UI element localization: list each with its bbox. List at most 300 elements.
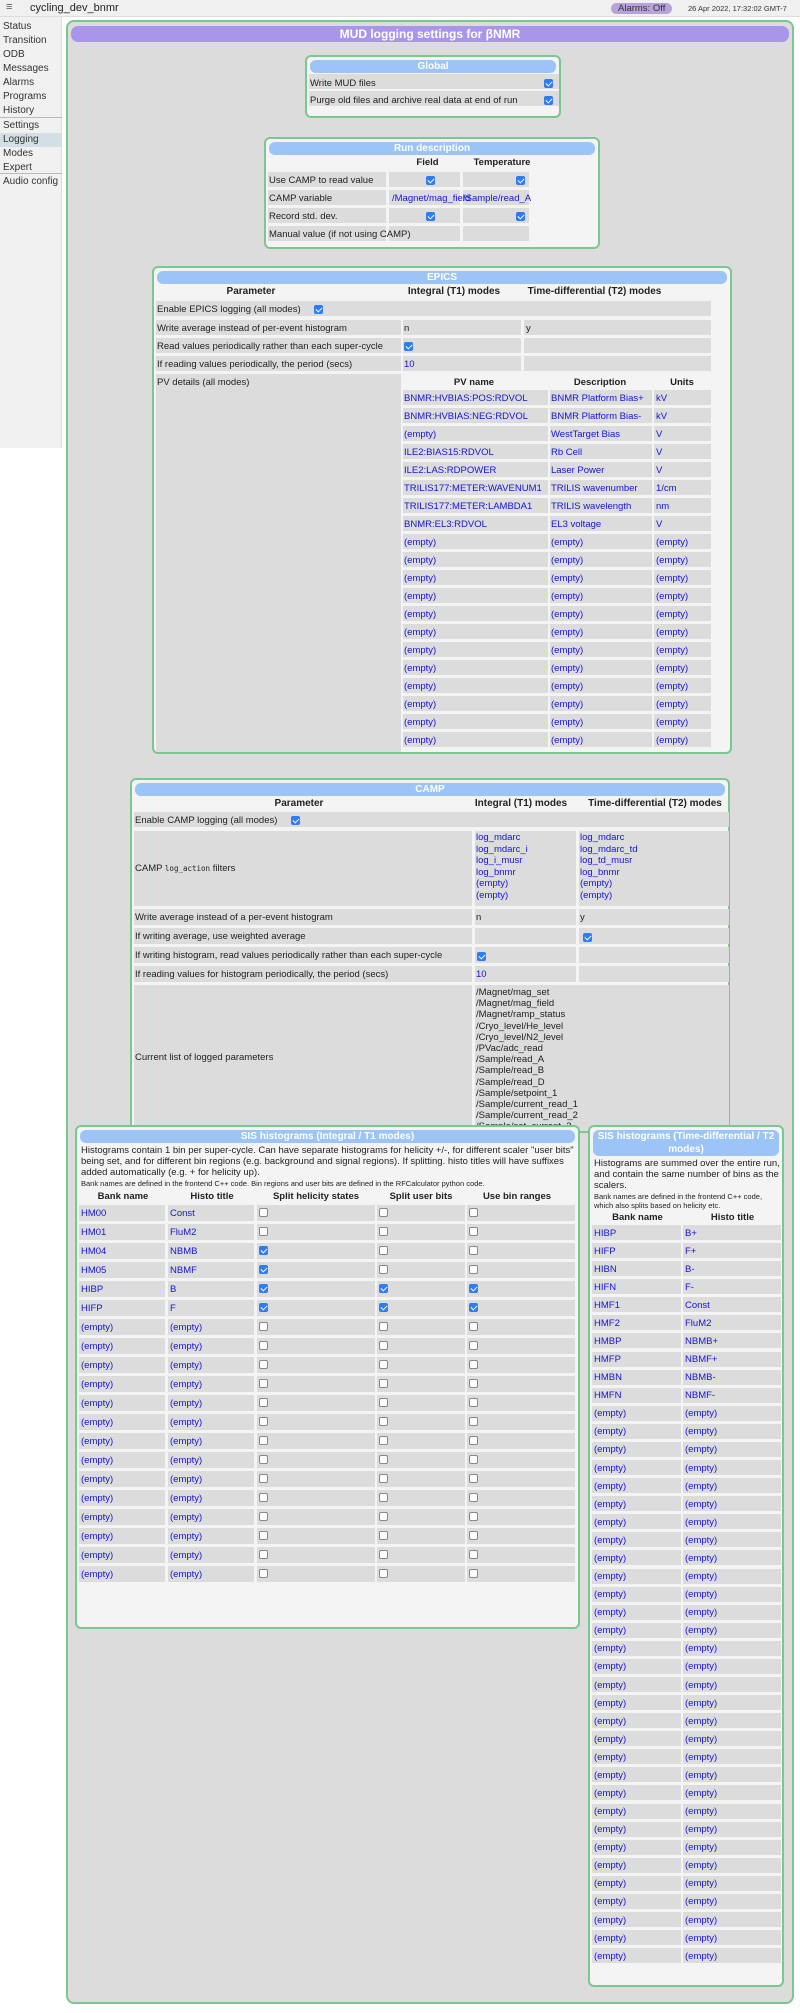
sis-t2-bank-name[interactable]: (empty): [594, 1697, 627, 1709]
use-bin-ranges-checkbox[interactable]: [469, 1455, 478, 1464]
use-bin-ranges-checkbox[interactable]: [469, 1512, 478, 1521]
camp-avg-t2: y: [580, 912, 585, 923]
pv-units[interactable]: nm: [656, 501, 670, 512]
split-helicity-checkbox[interactable]: [259, 1303, 268, 1312]
sis-t1-bank-name[interactable]: (empty): [81, 1474, 114, 1485]
split-user-bits-checkbox[interactable]: [379, 1512, 388, 1521]
sis-t2-histo-title[interactable]: NBMB-: [685, 1372, 716, 1384]
sis-t1-bank-name[interactable]: (empty): [81, 1493, 114, 1504]
pv-description[interactable]: TRILIS wavenumber: [551, 483, 638, 494]
sidebar-item-alarms[interactable]: Alarms: [3, 77, 35, 88]
pv-units[interactable]: (empty): [656, 645, 689, 656]
split-helicity-checkbox[interactable]: [259, 1436, 268, 1445]
pv-units[interactable]: (empty): [656, 537, 689, 548]
split-helicity-checkbox[interactable]: [259, 1208, 268, 1217]
use-bin-ranges-checkbox[interactable]: [469, 1493, 478, 1502]
camp-filter-t1[interactable]: log_mdarc: [476, 832, 521, 843]
pv-description[interactable]: (empty): [551, 735, 584, 746]
split-helicity-checkbox[interactable]: [259, 1474, 268, 1483]
sis-t1-histo-title[interactable]: NBMF: [170, 1265, 197, 1276]
sis-t2-histo-title[interactable]: (empty): [685, 1806, 718, 1818]
pv-units[interactable]: (empty): [656, 717, 689, 728]
sis-t2-histo-title[interactable]: (empty): [685, 1516, 718, 1528]
camp-filter-t1[interactable]: log_bnmr: [476, 866, 516, 878]
sis-t2-bank-name[interactable]: (empty): [594, 1534, 627, 1546]
split-helicity-checkbox[interactable]: [259, 1417, 268, 1426]
split-user-bits-checkbox[interactable]: [379, 1493, 388, 1502]
sis-t1-histo-title[interactable]: (empty): [170, 1436, 203, 1447]
epics-periodic-checkbox[interactable]: [404, 342, 413, 351]
split-helicity-checkbox[interactable]: [259, 1227, 268, 1236]
split-user-bits-checkbox[interactable]: [379, 1303, 388, 1312]
sis-t1-bank-name[interactable]: (empty): [81, 1569, 114, 1580]
pv-name[interactable]: (empty): [404, 645, 437, 656]
row-background: [467, 1281, 575, 1297]
sis-t2-bank-name[interactable]: (empty): [594, 1950, 627, 1962]
sis-t1-histo-title[interactable]: (empty): [170, 1322, 203, 1333]
sis-t1-bank-name[interactable]: (empty): [81, 1360, 114, 1371]
sis-t2-histo-title[interactable]: (empty): [685, 1950, 718, 1962]
sis-t2-bank-name[interactable]: (empty): [594, 1552, 627, 1564]
sidebar-item-modes[interactable]: Modes: [3, 148, 34, 159]
pv-name[interactable]: ILE2:LAS:RDPOWER: [404, 465, 497, 476]
sis-t1-histo-title[interactable]: (empty): [170, 1512, 203, 1523]
sis-t2-bank-name[interactable]: HMF1: [594, 1299, 620, 1311]
sis-t1-bank-name[interactable]: (empty): [81, 1531, 114, 1542]
sis-t1-bank-name[interactable]: HM04: [81, 1246, 107, 1257]
camp-filter-t1[interactable]: log_mdarc_i: [476, 843, 528, 855]
pv-units[interactable]: V: [656, 429, 663, 440]
sis-t2-bank-name[interactable]: (empty): [594, 1426, 627, 1438]
sis-t1-bank-name[interactable]: (empty): [81, 1512, 114, 1523]
split-user-bits-checkbox[interactable]: [379, 1569, 388, 1578]
sis-t1-histo-title[interactable]: F: [170, 1303, 176, 1314]
split-user-bits-checkbox[interactable]: [379, 1322, 388, 1331]
use-bin-ranges-checkbox[interactable]: [469, 1208, 478, 1217]
pv-description[interactable]: (empty): [551, 717, 584, 728]
sis-t2-bank-name[interactable]: (empty): [594, 1932, 627, 1944]
sidebar-item-settings[interactable]: Settings: [3, 120, 40, 131]
sis-t1-bank-name[interactable]: (empty): [81, 1322, 114, 1333]
use-bin-ranges-checkbox[interactable]: [469, 1303, 478, 1312]
split-user-bits-checkbox[interactable]: [379, 1436, 388, 1445]
pv-units[interactable]: V: [656, 519, 663, 530]
pv-description[interactable]: (empty): [551, 555, 584, 566]
split-helicity-checkbox[interactable]: [259, 1531, 268, 1540]
pv-description[interactable]: Rb Cell: [551, 447, 583, 458]
sidebar-item-transition[interactable]: Transition: [3, 35, 47, 46]
pv-name[interactable]: ILE2:BIAS15:RDVOL: [404, 447, 494, 458]
sis-t2-histo-title[interactable]: (empty): [685, 1661, 718, 1673]
sis-t1-histo-title[interactable]: Const: [170, 1208, 195, 1219]
camp-enable-checkbox[interactable]: [291, 816, 300, 825]
sis-t2-bank-name[interactable]: (empty): [594, 1661, 627, 1673]
sis-t1-col-header: Histo title: [190, 1191, 234, 1202]
pv-units[interactable]: (empty): [656, 555, 689, 566]
pv-units[interactable]: kV: [656, 393, 668, 404]
sis-t1-bank-name[interactable]: HIFP: [81, 1303, 103, 1314]
pv-description[interactable]: (empty): [551, 627, 584, 638]
sis-t1-bank-name[interactable]: (empty): [81, 1341, 114, 1352]
epics-enable-checkbox[interactable]: [314, 305, 323, 314]
sidebar-item-expert[interactable]: Expert: [3, 162, 32, 173]
row-background: [467, 1414, 575, 1430]
split-user-bits-checkbox[interactable]: [379, 1246, 388, 1255]
split-helicity-checkbox[interactable]: [259, 1550, 268, 1559]
use-bin-ranges-checkbox[interactable]: [469, 1246, 478, 1255]
sis-t1-description: Histograms contain 1 bin per super-cycle. Can have separate histograms for helicity +/-, for different scaler "user bits" being set, and for different bin regions (e.g. background and signal regions). If splitting. histo titles will have suffixes added automatically (e.g. + for helicity up).: [81, 1145, 574, 1178]
split-helicity-checkbox[interactable]: [259, 1341, 268, 1350]
split-helicity-checkbox[interactable]: [259, 1379, 268, 1388]
pv-name[interactable]: (empty): [404, 627, 437, 638]
sis-t2-bank-name[interactable]: HMF2: [594, 1317, 620, 1329]
pv-description[interactable]: BNMR Platform Bias+: [551, 393, 644, 404]
sis-t2-histo-title[interactable]: (empty): [685, 1426, 718, 1438]
sis-t1-histo-title[interactable]: (empty): [170, 1455, 203, 1466]
pv-description[interactable]: (empty): [551, 663, 584, 674]
sis-t2-bank-name[interactable]: (empty): [594, 1806, 627, 1818]
sis-t2-histo-title[interactable]: F-: [685, 1281, 694, 1293]
row-background: [377, 1262, 465, 1278]
camp-filter-t2[interactable]: (empty): [580, 889, 613, 901]
use-bin-ranges-checkbox[interactable]: [469, 1417, 478, 1426]
sis-t2-bank-name[interactable]: (empty): [594, 1571, 627, 1583]
sis-t1-histo-title[interactable]: (empty): [170, 1417, 203, 1428]
use-bin-ranges-checkbox[interactable]: [469, 1398, 478, 1407]
sis-t2-histo-title[interactable]: (empty): [685, 1733, 718, 1745]
sidebar-item-programs[interactable]: Programs: [3, 91, 47, 102]
sis-t2-histo-title[interactable]: (empty): [685, 1552, 718, 1564]
sis-t2-histo-title[interactable]: NBMB+: [685, 1335, 718, 1347]
pv-name[interactable]: BNMR:HVBIAS:POS:RDVOL: [404, 393, 528, 404]
sis-t2-bank-name[interactable]: (empty): [594, 1896, 627, 1908]
pv-name[interactable]: TRILIS177:METER:WAVENUM1: [404, 483, 542, 494]
pv-description[interactable]: (empty): [551, 573, 584, 584]
sis-t1-bank-name[interactable]: (empty): [81, 1455, 114, 1466]
camp-filter-t1[interactable]: log_i_musr: [476, 855, 523, 866]
sis-t2-histo-title[interactable]: (empty): [685, 1679, 718, 1691]
pv-name[interactable]: (empty): [404, 717, 437, 728]
sis-t2-bank-name[interactable]: (empty): [594, 1787, 627, 1799]
sis-t2-histo-title[interactable]: (empty): [685, 1769, 718, 1781]
main-panel: [66, 20, 794, 2004]
sis-t2-bank-name[interactable]: (empty): [594, 1679, 627, 1691]
use-bin-ranges-checkbox[interactable]: [469, 1550, 478, 1559]
camp-filter-t2[interactable]: log_td_musr: [580, 855, 633, 866]
epics-period-value[interactable]: 10: [404, 359, 415, 370]
pv-name[interactable]: BNMR:HVBIAS:NEG:RDVOL: [404, 411, 529, 422]
sis-t1-histo-title[interactable]: (empty): [170, 1531, 203, 1542]
sis-t1-histo-title[interactable]: (empty): [170, 1360, 203, 1371]
use-bin-ranges-checkbox[interactable]: [469, 1322, 478, 1331]
sis-t2-bank-name[interactable]: (empty): [594, 1480, 627, 1492]
sis-t1-histo-title[interactable]: FluM2: [170, 1227, 197, 1238]
sis-t2-histo-title[interactable]: (empty): [685, 1408, 718, 1420]
camp-variable-field[interactable]: /Magnet/mag_field: [392, 193, 471, 204]
camp-filter-t2[interactable]: (empty): [580, 878, 613, 889]
sis-t2-histo-title[interactable]: (empty): [685, 1498, 718, 1510]
row-background: [524, 320, 711, 335]
sis-t2-bank-name[interactable]: HMBN: [594, 1372, 622, 1384]
sis-t2-histo-title[interactable]: (empty): [685, 1842, 718, 1854]
sis-t2-header: SIS histograms (Time-differential / T2 modes): [593, 1130, 779, 1156]
sis-t1-histo-title[interactable]: (empty): [170, 1341, 203, 1352]
sis-t1-histo-title[interactable]: (empty): [170, 1398, 203, 1409]
sis-t2-bank-name[interactable]: HIBN: [594, 1263, 617, 1275]
split-user-bits-checkbox[interactable]: [379, 1341, 388, 1350]
sis-t2-histo-title[interactable]: F+: [685, 1245, 697, 1257]
sis-t2-bank-name[interactable]: (empty): [594, 1860, 627, 1872]
camp-periodic-label: If writing histogram, read values periodically rather than each super-cycle: [135, 950, 443, 961]
pv-name[interactable]: (empty): [404, 699, 437, 710]
sidebar-item-history[interactable]: History: [3, 105, 35, 116]
global-checkbox[interactable]: [544, 96, 553, 105]
std-temperature-checkbox[interactable]: [516, 212, 525, 221]
pv-name[interactable]: (empty): [404, 429, 437, 440]
sis-t2-bank-name[interactable]: (empty): [594, 1607, 627, 1619]
sis-t2-histo-title[interactable]: (empty): [685, 1589, 718, 1601]
split-user-bits-checkbox[interactable]: [379, 1455, 388, 1464]
sis-t1-col-header: Bank name: [97, 1191, 149, 1202]
sis-t1-bank-name[interactable]: HM05: [81, 1265, 107, 1276]
sis-t2-histo-title[interactable]: (empty): [685, 1932, 718, 1944]
sis-t2-histo-title[interactable]: (empty): [685, 1697, 718, 1709]
camp-filter-t1[interactable]: (empty): [476, 878, 509, 889]
sis-t2-histo-title[interactable]: (empty): [685, 1914, 718, 1926]
pv-description[interactable]: EL3 voltage: [551, 519, 602, 530]
sis-t1-histo-title[interactable]: NBMB: [170, 1246, 198, 1257]
pv-units[interactable]: (empty): [656, 573, 689, 584]
pv-name[interactable]: (empty): [404, 681, 437, 692]
pv-col-units: Units: [670, 377, 694, 388]
sidebar-item-messages[interactable]: Messages: [3, 63, 49, 74]
sis-t2-bank-name[interactable]: HMFP: [594, 1354, 621, 1366]
split-helicity-checkbox[interactable]: [259, 1569, 268, 1578]
sis-t2-bank-name[interactable]: (empty): [594, 1824, 627, 1836]
sis-t2-bank-name[interactable]: (empty): [594, 1589, 627, 1601]
sis-t2-histo-title[interactable]: (empty): [685, 1878, 718, 1890]
pv-description[interactable]: Laser Power: [551, 465, 605, 476]
pv-units[interactable]: (empty): [656, 681, 689, 692]
pv-description[interactable]: (empty): [551, 645, 584, 656]
pv-description[interactable]: (empty): [551, 609, 584, 620]
sis-t2-histo-title[interactable]: (empty): [685, 1625, 718, 1637]
pv-description[interactable]: BNMR Platform Bias-: [551, 411, 642, 422]
sis-t2-histo-title[interactable]: (empty): [685, 1715, 718, 1727]
sis-t2-histo-title[interactable]: (empty): [685, 1607, 718, 1619]
sis-t2-histo-title[interactable]: (empty): [685, 1787, 718, 1799]
sis-t2-bank-name[interactable]: (empty): [594, 1408, 627, 1420]
use-bin-ranges-checkbox[interactable]: [469, 1360, 478, 1369]
sis-t2-bank-name[interactable]: (empty): [594, 1914, 627, 1926]
pv-units[interactable]: (empty): [656, 735, 689, 746]
sis-t2-histo-title[interactable]: (empty): [685, 1643, 718, 1655]
pv-units[interactable]: (empty): [656, 699, 689, 710]
use-bin-ranges-checkbox[interactable]: [469, 1569, 478, 1578]
global-checkbox[interactable]: [544, 79, 553, 88]
pv-units[interactable]: kV: [656, 411, 668, 422]
sidebar-item-status[interactable]: Status: [3, 21, 32, 32]
sis-t2-bank-name[interactable]: (empty): [594, 1498, 627, 1510]
split-helicity-checkbox[interactable]: [259, 1493, 268, 1502]
split-helicity-checkbox[interactable]: [259, 1360, 268, 1369]
pv-description[interactable]: (empty): [551, 537, 584, 548]
split-user-bits-checkbox[interactable]: [379, 1208, 388, 1217]
sis-t1-bank-name[interactable]: (empty): [81, 1436, 114, 1447]
sis-t2-bank-name[interactable]: (empty): [594, 1733, 627, 1745]
sis-t1-histo-title[interactable]: (empty): [170, 1493, 203, 1504]
pv-name[interactable]: (empty): [404, 735, 437, 746]
use-bin-ranges-checkbox[interactable]: [469, 1531, 478, 1540]
pv-units[interactable]: (empty): [656, 627, 689, 638]
split-helicity-checkbox[interactable]: [259, 1512, 268, 1521]
use-bin-ranges-checkbox[interactable]: [469, 1284, 478, 1293]
sis-t2-histo-title[interactable]: B+: [685, 1227, 697, 1239]
row-background: [579, 966, 729, 982]
pv-description[interactable]: (empty): [551, 681, 584, 692]
split-helicity-checkbox[interactable]: [259, 1322, 268, 1331]
sis-t2-bank-name[interactable]: (empty): [594, 1516, 627, 1528]
sis-t2-histo-title[interactable]: (empty): [685, 1534, 718, 1546]
split-user-bits-checkbox[interactable]: [379, 1417, 388, 1426]
sis-t1-bank-name[interactable]: (empty): [81, 1379, 114, 1390]
split-user-bits-checkbox[interactable]: [379, 1379, 388, 1388]
sis-t2-histo-title[interactable]: FluM2: [685, 1317, 712, 1329]
pv-description[interactable]: (empty): [551, 699, 584, 710]
pv-name[interactable]: (empty): [404, 663, 437, 674]
sidebar-item-odb[interactable]: ODB: [3, 49, 25, 60]
sis-t2-bank-name[interactable]: HMBP: [594, 1335, 622, 1347]
sis-t1-bank-name[interactable]: HM00: [81, 1208, 107, 1219]
pv-name[interactable]: (empty): [404, 573, 437, 584]
menu-icon[interactable]: ≡: [6, 1, 13, 13]
split-helicity-checkbox[interactable]: [259, 1398, 268, 1407]
sis-t1-bank-name[interactable]: (empty): [81, 1398, 114, 1409]
pv-description[interactable]: WestTarget Bias: [551, 429, 620, 440]
row-background: [463, 226, 529, 241]
sis-t1-bank-name[interactable]: HIBP: [81, 1284, 104, 1295]
sis-t2-histo-title[interactable]: (empty): [685, 1462, 718, 1474]
split-user-bits-checkbox[interactable]: [379, 1227, 388, 1236]
camp-weighted-checkbox[interactable]: [583, 933, 592, 942]
sis-t2-histo-title[interactable]: (empty): [685, 1860, 718, 1872]
split-helicity-checkbox[interactable]: [259, 1265, 268, 1274]
sis-t2-bank-name[interactable]: (empty): [594, 1842, 627, 1854]
pv-name[interactable]: (empty): [404, 537, 437, 548]
split-helicity-checkbox[interactable]: [259, 1284, 268, 1293]
sis-t2-bank-name[interactable]: HIFP: [594, 1245, 616, 1257]
pv-units[interactable]: (empty): [656, 591, 689, 602]
sis-t1-histo-title[interactable]: (empty): [170, 1379, 203, 1390]
camp-period-value[interactable]: 10: [476, 969, 487, 980]
sis-t1-histo-title[interactable]: (empty): [170, 1474, 203, 1485]
std-field-checkbox[interactable]: [426, 212, 435, 221]
split-user-bits-checkbox[interactable]: [379, 1398, 388, 1407]
camp-filter-t2[interactable]: log_mdarc: [580, 832, 625, 843]
split-helicity-checkbox[interactable]: [259, 1246, 268, 1255]
sis-t2-histo-title[interactable]: B-: [685, 1263, 695, 1275]
alarms-badge[interactable]: Alarms: Off: [611, 3, 672, 14]
sis-t2-bank-name[interactable]: HIBP: [594, 1227, 617, 1239]
sis-t2-histo-title[interactable]: (empty): [685, 1444, 718, 1456]
pv-name[interactable]: (empty): [404, 555, 437, 566]
sidebar-item-audio-config[interactable]: Audio config: [3, 176, 59, 187]
split-user-bits-checkbox[interactable]: [379, 1265, 388, 1274]
sis-t1-bank-name[interactable]: (empty): [81, 1550, 114, 1561]
use-bin-ranges-checkbox[interactable]: [469, 1379, 478, 1388]
pv-name[interactable]: BNMR:EL3:RDVOL: [404, 519, 487, 530]
camp-periodic-checkbox[interactable]: [477, 952, 486, 961]
sis-t2-bank-name[interactable]: (empty): [594, 1462, 627, 1474]
run-row-camp: Use CAMP to read value: [269, 175, 374, 186]
sis-t2-histo-title[interactable]: NBMF+: [685, 1354, 718, 1366]
split-user-bits-checkbox[interactable]: [379, 1474, 388, 1483]
pv-units[interactable]: (empty): [656, 609, 689, 620]
use-bin-ranges-checkbox[interactable]: [469, 1341, 478, 1350]
sis-t2-bank-name[interactable]: (empty): [594, 1769, 627, 1781]
pv-name[interactable]: TRILIS177:METER:LAMBDA1: [404, 501, 533, 512]
camp-filter-t2[interactable]: log_mdarc_td: [580, 843, 638, 855]
pv-units[interactable]: V: [656, 447, 663, 458]
sis-t1-bank-name[interactable]: (empty): [81, 1417, 114, 1428]
camp-filter-t1[interactable]: (empty): [476, 889, 509, 901]
row-background: [257, 1224, 375, 1240]
pv-description[interactable]: TRILIS wavelength: [551, 501, 632, 512]
row-background: [257, 1338, 375, 1354]
sis-t2-bank-name[interactable]: (empty): [594, 1715, 627, 1727]
camp-field-checkbox[interactable]: [426, 176, 435, 185]
split-user-bits-checkbox[interactable]: [379, 1360, 388, 1369]
pv-units[interactable]: 1/cm: [656, 483, 677, 494]
sis-t2-bank-name[interactable]: HMFN: [594, 1390, 622, 1402]
camp-filter-t2[interactable]: log_bnmr: [580, 866, 620, 878]
use-bin-ranges-checkbox[interactable]: [469, 1436, 478, 1445]
camp-temperature-checkbox[interactable]: [516, 176, 525, 185]
use-bin-ranges-checkbox[interactable]: [469, 1474, 478, 1483]
sis-t2-bank-name[interactable]: (empty): [594, 1878, 627, 1890]
sis-t2-histo-title[interactable]: (empty): [685, 1824, 718, 1836]
sis-t2-bank-name[interactable]: (empty): [594, 1751, 627, 1763]
sis-t2-histo-title[interactable]: NBMF-: [685, 1390, 716, 1402]
sis-t2-bank-name[interactable]: (empty): [594, 1625, 627, 1637]
sis-t2-histo-title[interactable]: (empty): [685, 1896, 718, 1908]
sis-t1-histo-title[interactable]: B: [170, 1284, 177, 1295]
sis-t2-histo-title[interactable]: (empty): [685, 1480, 718, 1492]
pv-description[interactable]: (empty): [551, 591, 584, 602]
sis-t2-bank-name[interactable]: (empty): [594, 1444, 627, 1456]
sis-t2-bank-name[interactable]: HIFN: [594, 1281, 617, 1293]
split-user-bits-checkbox[interactable]: [379, 1531, 388, 1540]
sis-t2-bank-name[interactable]: (empty): [594, 1643, 627, 1655]
sidebar-item-logging[interactable]: Logging: [0, 133, 62, 147]
sis-t1-histo-title[interactable]: (empty): [170, 1550, 203, 1561]
sis-t1-histo-title[interactable]: (empty): [170, 1569, 203, 1580]
camp-variable-temperature[interactable]: /Sample/read_A: [463, 193, 532, 204]
sis-t2-histo-title[interactable]: (empty): [685, 1751, 718, 1763]
pv-units[interactable]: (empty): [656, 663, 689, 674]
use-bin-ranges-checkbox[interactable]: [469, 1265, 478, 1274]
sis-t1-bank-name[interactable]: HM01: [81, 1227, 107, 1238]
pv-name[interactable]: (empty): [404, 609, 437, 620]
split-helicity-checkbox[interactable]: [259, 1455, 268, 1464]
pv-units[interactable]: V: [656, 465, 663, 476]
split-user-bits-checkbox[interactable]: [379, 1284, 388, 1293]
sis-t2-histo-title[interactable]: (empty): [685, 1571, 718, 1583]
split-user-bits-checkbox[interactable]: [379, 1550, 388, 1559]
pv-name[interactable]: (empty): [404, 591, 437, 602]
sis-t2-histo-title[interactable]: Const: [685, 1299, 710, 1311]
use-bin-ranges-checkbox[interactable]: [469, 1227, 478, 1236]
